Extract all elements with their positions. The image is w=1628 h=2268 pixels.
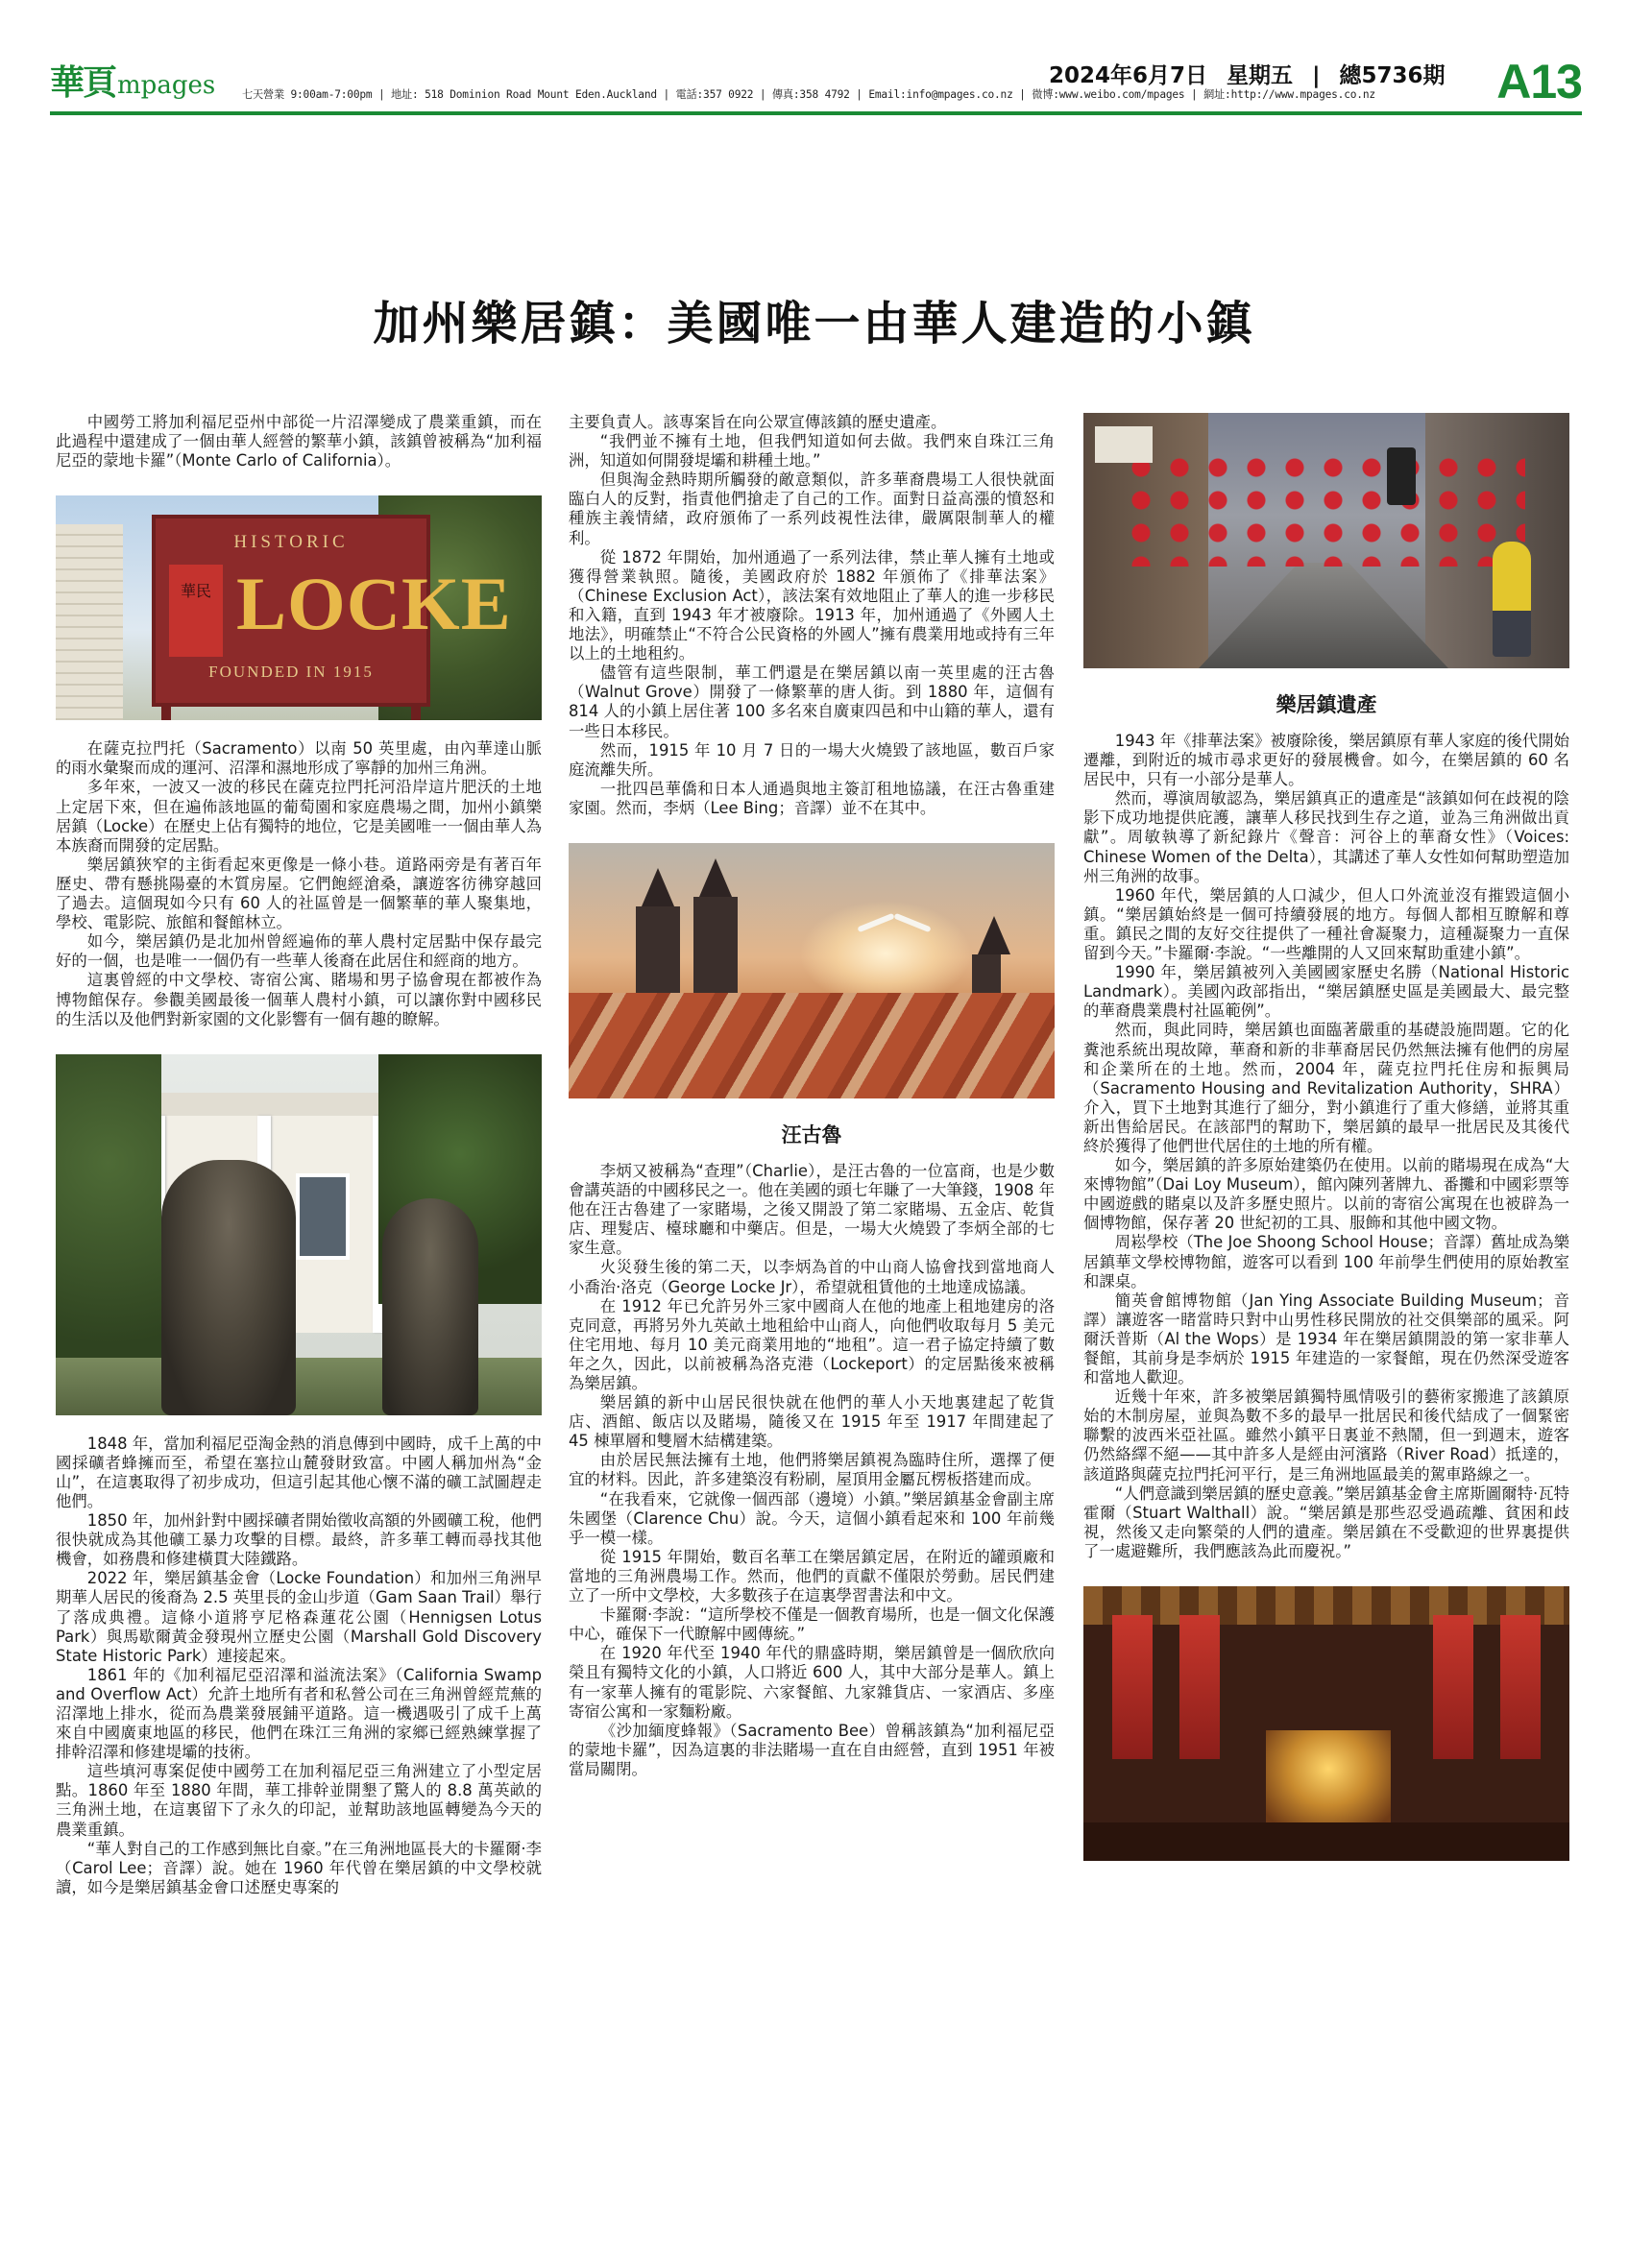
sign-post — [411, 707, 421, 720]
paragraph: 然而，1915 年 10 月 7 日的一場大火燒毀了該地區，數百戶家庭流離失所。 — [569, 740, 1055, 779]
page-number: A13 — [1496, 55, 1582, 109]
paragraph: 然而，導演周敏認為，樂居鎮真正的遺產是“該鎮如何在歧視的陰影下成功地提供庇護，讓華人移民找到生存之道，並為三角洲做出貢獻”。周敏執導了新紀錄片《聲音：河谷上的華裔女性》（Voices: Chinese Women of the Delta），其講述了華人女性如何幫助塑造加州三角洲的故事。 — [1083, 789, 1569, 885]
temple-banner — [1179, 1615, 1220, 1759]
traffic-light — [1387, 447, 1416, 505]
paragraph: 如今，樂居鎮仍是北加州曾經遍佈的華人農村定居點中保存最完好的一個，也是唯一一個仍有一些華人後裔在此居住和經商的地方。 — [56, 932, 542, 971]
temple-banner — [1500, 1615, 1541, 1759]
paragraph: 這裏曾經的中文學校、寄宿公寓、賭場和男子協會現在都被作為博物館保存。參觀美國最後一個華人農村小鎮，可以讓你對中國移民的生活以及他們對新家園的文化影響有一個有趣的瞭解。 — [56, 971, 542, 1028]
article-title: 加州樂居鎮：美國唯一由華人建造的小鎮 — [373, 297, 1255, 350]
photo-road — [1199, 563, 1448, 668]
paragraph: 但與淘金熱時期所觸發的敵意類似，許多華裔農場工人很快就面臨白人的反對，指責他們搶走了自己的工作。面對日益高漲的憤怒和種族主義情緒，政府頒佈了一系列歧視性法律，嚴厲限制華人的權利。 — [569, 470, 1055, 547]
sign-line-locke: LOCKE — [236, 562, 512, 646]
sign-line-historic: HISTORIC — [233, 532, 349, 553]
photo-locke-sign — [56, 495, 542, 720]
sign-post — [161, 707, 171, 720]
issue-date: 2024年6月7日 — [1049, 63, 1208, 88]
column-1 — [56, 413, 542, 1897]
temple-floor — [1083, 1822, 1569, 1861]
paragraph: 卡羅爾·李說：“這所學校不僅是一個教育場所，也是一個文化保護中心，確保下一代瞭解中國傳統。” — [569, 1605, 1055, 1644]
paragraph: “人們意識到樂居鎮的歷史意義。”樂居鎮基金會主席斯圖爾特·瓦特霍爾（Stuart Walthall）說。“樂居鎮是那些忍受過疏離、貧困和歧視，然後又走向繁榮的人們的遺產。樂居鎮在不受歡迎的世界裏提供了一處避難所，我們應該為此而慶祝。” — [1083, 1484, 1569, 1560]
paragraph: 從 1872 年開始，加州通過了一系列法律，禁止華人擁有土地或獲得營業執照。隨後，美國政府於 1882 年頒佈了《排華法案》（Chinese Exclusion Act），該法案有效地阻止了華人的進一步移民和入籍，直到 1943 年才被廢除。1913 年，加州通過了《外國人土地法》，明確禁止“不符合公民資格的外國人”擁有農業用地或持有三年以上的土地租約。 — [569, 547, 1055, 664]
photo-city-skyline — [569, 843, 1055, 1098]
paragraph: “我們並不擁有土地，但我們知道如何去做。我們來自珠江三角洲，知道如何開發堤壩和耕種土地。” — [569, 432, 1055, 470]
photo-museum-statues — [56, 1054, 542, 1415]
paragraph: 簡英會館博物館（Jan Ying Associate Building Museum；音譯）讓遊客一睹當時只對中山男性移民開放的社交俱樂部的風采。阿爾沃普斯（Al the Wops）是 1934 年在樂居鎮開設的第一家非華人餐館，其前身是李炳於 1915 年建造的一家餐館，現在仍然深受遊客和當地人歡迎。 — [1083, 1291, 1569, 1387]
sign-seal: 華民 — [169, 565, 223, 657]
street-sign — [1095, 426, 1153, 463]
photo-rooftops — [569, 993, 1055, 1098]
paragraph: 1861 年的《加利福尼亞沼澤和溢流法案》（California Swamp and Overflow Act）允許土地所有者和私營公司在三角洲曾經荒蕪的沼澤地上排水，從而為農業發展鋪平道路。這一機遇吸引了成千上萬來自中國廣東地區的移民，他們在珠江三角洲的家鄉已經熟練掌握了排幹沼澤和修建堤壩的技術。 — [56, 1665, 542, 1762]
paragraph: 2022 年，樂居鎮基金會（Locke Foundation）和加州三角洲早期華人居民的後裔為 2.5 英里長的金山步道（Gam Saan Trail）舉行了落成典禮。這條小道將亨尼格森蓮花公園（Hennigsen Lotus Park）與馬歇爾黃金發現州立歷史公園（Marshall Gold Discovery State Historic Park）連接起來。 — [56, 1569, 542, 1665]
dateline-separator: | — [1312, 63, 1321, 88]
paragraph: 樂居鎮狹窄的主街看起來更像是一條小巷。道路兩旁是有著百年歷史、帶有懸挑陽臺的木質房屋。它們飽經滄桑，讓遊客彷彿穿越回了過去。這個現如今只有 60 人的社區曾是一個繁華的華人聚集地，學校、電影院、旅館和餐館林立。 — [56, 855, 542, 932]
paragraph: 火災發生後的第二天，以李炳為首的中山商人協會找到當地商人小喬治·洛克（George Locke Jr），希望就租賃他的土地達成協議。 — [569, 1258, 1055, 1296]
paragraph: 然而，與此同時，樂居鎮也面臨著嚴重的基礎設施問題。它的化糞池系統出現故障，華裔和新的非華裔居民仍然無法擁有他們的房屋和企業所在的土地。然而，2004 年，薩克拉門托住房和振興局（Sacramento Housing and Revitalization Authority，SHRA）介入，買下土地對其進行了細分，對小鎮進行了重大修繕，並將其重新出售給居民。在該部門的幫助下，樂居鎮的最早一批居民及其後代終於獲得了他們世代居住的土地的所有權。 — [1083, 1021, 1569, 1155]
logo-chinese: 華頁 — [50, 62, 116, 103]
street-worker — [1493, 542, 1531, 657]
paragraph: 這些填河專案促使中國勞工在加利福尼亞三角洲建立了小型定居點。1860 年至 1880 年間，華工排幹並開墾了驚人的 8.8 萬英畝的三角洲土地，在這裏留下了永久的印記，並幫助該地區轉變為今天的農業重鎮。 — [56, 1762, 542, 1839]
historic-locke-sign — [152, 515, 512, 707]
paragraph: 儘管有這些限制，華工們還是在樂居鎮以南一英里處的汪古魯（Walnut Grove）開發了一條繁華的唐人街。到 1880 年，這個有 814 人的小鎮上居住著 100 多名來自廣東四邑和中山籍的華人，還有一些日本移民。 — [569, 664, 1055, 740]
header-rule — [50, 111, 1582, 115]
column-3 — [1083, 413, 1569, 1861]
issue-weekday: 星期五 — [1227, 63, 1294, 88]
publication-logo[interactable] — [50, 63, 215, 102]
logo-english: mpages — [117, 71, 216, 100]
photo-chinatown-street — [1083, 413, 1569, 668]
paragraph: 主要負責人。該專案旨在向公眾宣傳該鎮的歷史遺產。 — [569, 413, 947, 431]
paragraph: 如今，樂居鎮的許多原始建築仍在使用。以前的賭場現在成為“大來博物館”（Dai Loy Museum），館內陳列著牌九、番攤和中國彩票等中國遊戲的賭桌以及許多歷史照片。以前的寄宿公寓現在也被辟為一個博物館，保存著 20 世紀初的工具、服飾和其他中國文物。 — [1083, 1156, 1569, 1233]
paragraph: 周崧學校（The Joe Shoong School House；音譯）舊址成為樂居鎮華文學校博物館，遊客可以看到 100 年前學生們使用的原始教室和課桌。 — [1083, 1233, 1569, 1291]
paragraph: 中國勞工將加利福尼亞州中部從一片沼澤變成了農業重鎮，而在此過程中還建成了一個由華人經營的繁華小鎮，該鎮曾被稱為“加利福尼亞的蒙地卡羅”（Monte Carlo of California）。 — [56, 413, 542, 470]
paragraph: 近幾十年來，許多被樂居鎮獨特風情吸引的藝術家搬進了該鎮原始的木制房屋，並與為數不多的最早一批居民和後代結成了一個緊密聯繫的波西米亞社區。雖然小鎮平日裏並不熱鬧，但一到週末，遊客仍然絡繹不絕——其中許多人是經由河濱路（River Road）抵達的，該道路與薩克拉門托河平行，是三角洲地區最美的駕車路線之一。 — [1083, 1387, 1569, 1484]
issue-number: 總5736期 — [1339, 63, 1446, 88]
seagull — [857, 910, 934, 939]
temple-banner — [1433, 1615, 1473, 1759]
paragraph: “在我看來，它就像一個西部（邊境）小鎮。”樂居鎮基金會副主席朱國堡（Clarence Chu）說。今天，這個小鎮看起來和 100 年前幾乎一模一樣。 — [569, 1489, 1055, 1547]
contact-info: 七天營業 9:00am-7:00pm | 地址: 518 Dominion Road Mount Eden.Auckland | 電話:357 0922 | 傳真:358 4792 | Email:info@mpages.co.nz | 微博:www.weibo.com/mpages | 網址:http://www.mpages.co.nz — [242, 88, 1375, 101]
paragraph: “華人對自己的工作感到無比自豪。”在三角洲地區長大的卡羅爾·李（Carol Lee；音譯）說。她在 1960 年代曾在樂居鎮的中文學校就讀，如今是樂居鎮基金會口述歷史專案的 — [56, 1839, 542, 1896]
paragraph: 1960 年代，樂居鎮的人口減少，但人口外流並沒有摧毀這個小鎮。“樂居鎮始終是一個可持續發展的地方。每個人都相互瞭解和尊重。鎮民之間的友好交往提供了一種社會凝聚力，這種凝聚力一直保留到今天。”卡羅爾·李說。“一些離開的人又回來幫助重建小鎮”。 — [1083, 885, 1569, 963]
paragraph: 李炳又被稱為“查理”（Charlie），是汪古魯的一位富商，也是少數會講英語的中國移民之一。他在美國的頭七年賺了一大筆錢，1908 年他在汪古魯建了一家賭場，之後又開設了第二家賭場、五金店、乾貨店、理髮店、檯球廳和中藥店。但是，一場大火燒毀了李炳全部的七家生意。 — [569, 1161, 1055, 1258]
paragraph: 由於居民無法擁有土地，他們將樂居鎮視為臨時住所，選擇了便宜的材料。因此，許多建築沒有粉刷，屋頂用金屬瓦楞板搭建而成。 — [569, 1451, 1055, 1489]
red-lanterns — [1122, 451, 1525, 567]
paragraph: 樂居鎮的新中山居民很快就在他們的華人小天地裏建起了乾貨店、酒館、飯店以及賭場，隨後又在 1915 年至 1917 年間建起了 45 棟單層和雙層木結構建築。 — [569, 1393, 1055, 1451]
temple-banner — [1112, 1615, 1153, 1759]
statue-bust — [161, 1160, 296, 1415]
paragraph: 1850 年，加州針對中國採礦者開始徵收高額的外國礦工稅，他們很快就成為其他礦工暴力攻擊的目標。最終，許多華工轉而尋找其他機會，如務農和修建橫貫大陸鐵路。 — [56, 1511, 542, 1569]
column-2 — [569, 413, 1055, 1779]
paragraph: 《沙加緬度蜂報》（Sacramento Bee）曾稱該鎮為“加利福尼亞的蒙地卡羅”，因為這裏的非法賭場一直在自由經營，直到 1951 年被當局關閉。 — [569, 1721, 1055, 1778]
paragraph: 在 1912 年已允許另外三家中國商人在他的地產上租地建房的洛克同意，再將另外九英畝土地租給中山商人，向他們收取每月 5 美元住宅用地、每月 10 美元商業用地的“地租”。這一君子協定持續了數年之久，因此，以前被稱為洛克港（Lockeport）的定居點後來被稱為樂居鎮。 — [569, 1296, 1055, 1392]
paragraph: 在 1920 年代至 1940 年代的鼎盛時期，樂居鎮曾是一個欣欣向榮且有獨特文化的小鎮，人口將近 600 人，其中大部分是華人。鎮上有一家華人擁有的電影院、六家餐館、九家雜貨店、一家酒店、多座寄宿公寓和一家麵粉廠。 — [569, 1644, 1055, 1721]
section-heading-walnut-grove: 汪古魯 — [781, 1122, 842, 1146]
issue-dateline — [1049, 58, 1457, 89]
photo-house — [56, 524, 123, 720]
temple-ceiling — [1083, 1586, 1569, 1625]
paragraph: 1990 年，樂居鎮被列入美國國家歷史名勝（National Historic Landmark）。美國內政部指出，“樂居鎮歷史區是美國最大、最完整的華裔農業農村社區範例”。 — [1083, 963, 1569, 1021]
paragraph: 多年來，一波又一波的移民在薩克拉門托河沿岸這片肥沃的土地上定居下來，但在遍佈該地區的葡萄園和家庭農場之間，加州小鎮樂居鎮（Locke）在歷史上佔有獨特的地位，它是美國唯一一個由華人為本族裔而開發的定居點。 — [56, 778, 542, 855]
temple-shrine — [1266, 1730, 1391, 1826]
paragraph: 1848 年，當加利福尼亞淘金熱的消息傳到中國時，成千上萬的中國採礦者蜂擁而至，希望在塞拉山麓發財致富。中國人稱加州為“金山”，在這裏取得了初步成功，但這引起其他心懷不滿的礦工試圖趕走他們。 — [56, 1434, 542, 1510]
statue-bust — [382, 1198, 478, 1415]
section-heading-heritage: 樂居鎮遺產 — [1276, 693, 1377, 716]
photo-temple-interior — [1083, 1586, 1569, 1861]
paragraph: 在薩克拉門托（Sacramento）以南 50 英里處，由內華達山脈的雨水彙聚而成的運河、沼澤和濕地形成了寧靜的加州三角洲。 — [56, 739, 542, 778]
sign-line-founded: FOUNDED IN 1915 — [208, 663, 374, 682]
paragraph: 1943 年《排華法案》被廢除後，樂居鎮原有華人家庭的後代開始遷離，到附近的城市尋求更好的發展機會。如今，在樂居鎮的 60 名居民中，只有一小部分是華人。 — [1083, 732, 1569, 789]
paragraph: 從 1915 年開始，數百名華工在樂居鎮定居，在附近的罐頭廠和當地的三角洲農場工作。然而，他們的貢獻不僅限於勞動。居民們建立了一所中文學校，大多數孩子在這裏學習書法和中文。 — [569, 1547, 1055, 1605]
porch-window — [296, 1173, 350, 1260]
paragraph: 一批四邑華僑和日本人通過與地主簽訂租地協議，在汪古魯重建家園。然而，李炳（Lee Bing；音譯）並不在其中。 — [569, 779, 1055, 817]
